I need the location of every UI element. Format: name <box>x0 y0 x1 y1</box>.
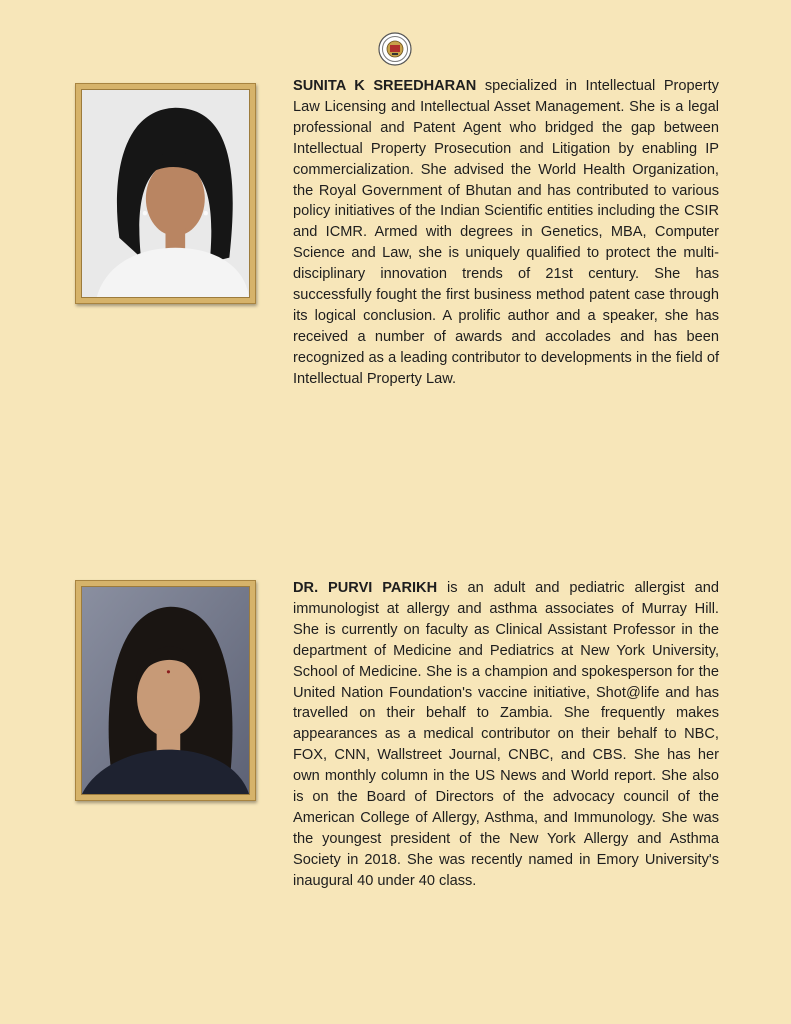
profile-name: DR. PURVI PARIKH <box>293 580 438 596</box>
profile-description: specialized in Intellectual Property Law Licensing and Intellectual Asset Management. She is a legal professional and Patent Agent who bridged the gap between Intellectual Property Prosecution and Litigation by enabling IP commercialization. She advised the World Health Organization, the Royal Government of Bhutan and has contributed to various policy initiatives of the Indian Scientific entities including the CSIR and ICMR. Armed with degrees in Genetics, MBA, Computer Science and Law, she is uniquely qualified to protect the multi-disciplinary innovation trends of 21st century. She has successfully fought the first business method patent case through its logical conclusion. A prolific author and a speaker, she has received a number of awards and accolades and has been recognized as a leading contributor to developments in the field of Intellectual Property Law. <box>293 78 719 387</box>
profile-bio-sunita <box>293 76 719 390</box>
profile-name: SUNITA K SREEDHARAN <box>293 78 477 94</box>
profile-photo-purvi <box>82 587 249 794</box>
profile-photo-frame <box>75 83 256 304</box>
profile-photo-sunita <box>82 90 249 297</box>
profile-bio-purvi <box>293 578 719 892</box>
organization-logo-icon <box>378 32 412 66</box>
profile-description: is an adult and pediatric allergist and immunologist at allergy and asthma associates of Murray Hill. She is currently on faculty as Clinical Assistant Professor in the department of Medicine and Pediatrics at New York University, School of Medicine. She is a champion and spokesperson for the United Nation Foundation's vaccine initiative, Shot@life and has travelled on their behalf to Zambia. She frequently makes appearances as a medical contributor on their behalf to NBC, FOX, CNN, Wallstreet Journal, CNBC, and CBS. She has her own monthly column in the US News and World report. She also is on the Board of Directors of the advocacy council of the American College of Allergy, Asthma, and Immunology. She was the youngest president of the New York Allergy and Asthma Society in 2018. She was recently named in Emory University's inaugural 40 under 40 class. <box>293 580 719 889</box>
profile-photo-frame <box>75 580 256 801</box>
